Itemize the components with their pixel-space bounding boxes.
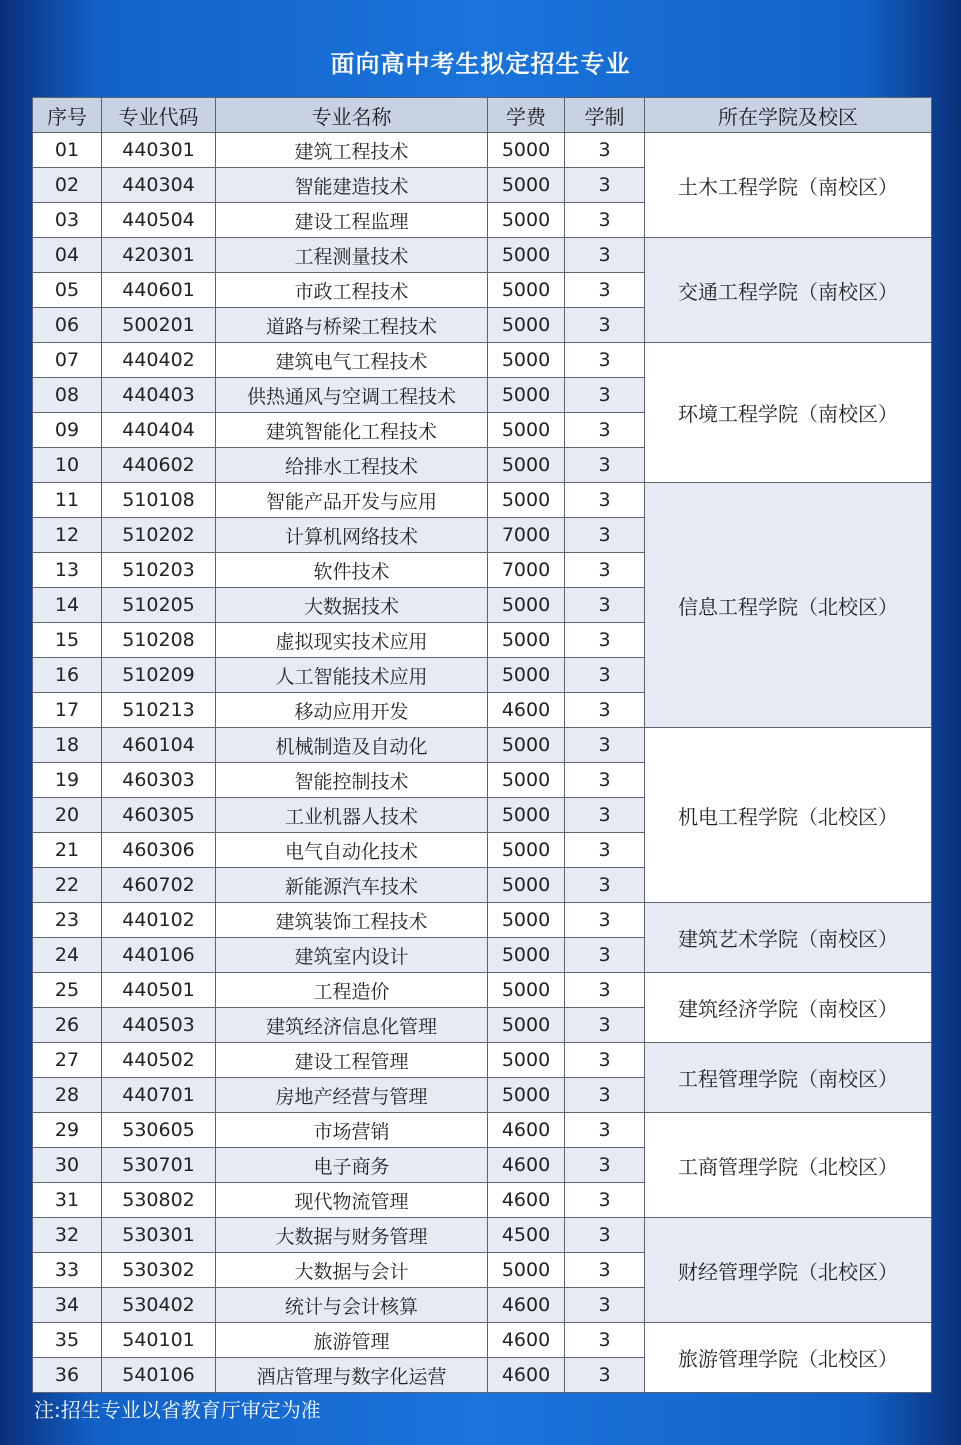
tuition-fee: 5000	[488, 203, 565, 238]
row-number: 22	[33, 868, 102, 903]
column-header-no: 序号	[33, 98, 102, 133]
study-years: 3	[565, 728, 645, 763]
row-number: 21	[33, 833, 102, 868]
major-code: 530302	[102, 1253, 216, 1288]
study-years: 3	[565, 133, 645, 168]
study-years: 3	[565, 868, 645, 903]
tuition-fee: 4500	[488, 1218, 565, 1253]
major-name: 统计与会计核算	[216, 1288, 488, 1323]
major-code: 440106	[102, 938, 216, 973]
study-years: 3	[565, 448, 645, 483]
college-campus-cell: 工商管理学院（北校区）	[645, 1113, 932, 1218]
major-code: 460702	[102, 868, 216, 903]
tuition-fee: 4600	[488, 693, 565, 728]
row-number: 25	[33, 973, 102, 1008]
tuition-fee: 5000	[488, 588, 565, 623]
row-number: 30	[33, 1148, 102, 1183]
major-name: 大数据与财务管理	[216, 1218, 488, 1253]
major-name: 建筑电气工程技术	[216, 343, 488, 378]
row-number: 31	[33, 1183, 102, 1218]
major-code: 530301	[102, 1218, 216, 1253]
study-years: 3	[565, 1043, 645, 1078]
study-years: 3	[565, 1288, 645, 1323]
major-name: 供热通风与空调工程技术	[216, 378, 488, 413]
study-years: 3	[565, 308, 645, 343]
major-code: 440503	[102, 1008, 216, 1043]
row-number: 03	[33, 203, 102, 238]
table-row	[33, 133, 932, 168]
row-number: 08	[33, 378, 102, 413]
study-years: 3	[565, 903, 645, 938]
major-name: 新能源汽车技术	[216, 868, 488, 903]
college-campus-cell: 土木工程学院（南校区）	[645, 133, 932, 238]
study-years: 3	[565, 413, 645, 448]
tuition-fee: 5000	[488, 133, 565, 168]
tuition-fee: 5000	[488, 833, 565, 868]
major-code: 540101	[102, 1323, 216, 1358]
page-title: 面向高中考生拟定招生专业	[330, 50, 631, 78]
table-row	[33, 483, 932, 518]
table-row	[33, 343, 932, 378]
tuition-fee: 5000	[488, 1253, 565, 1288]
column-header-name: 专业名称	[216, 98, 488, 133]
major-code: 440301	[102, 133, 216, 168]
study-years: 3	[565, 1323, 645, 1358]
major-name: 机械制造及自动化	[216, 728, 488, 763]
major-code: 500201	[102, 308, 216, 343]
college-campus-cell: 机电工程学院（北校区）	[645, 728, 932, 903]
major-name: 建设工程监理	[216, 203, 488, 238]
study-years: 3	[565, 1078, 645, 1113]
major-name: 软件技术	[216, 553, 488, 588]
study-years: 3	[565, 553, 645, 588]
row-number: 17	[33, 693, 102, 728]
study-years: 3	[565, 483, 645, 518]
tuition-fee: 5000	[488, 448, 565, 483]
major-code: 510208	[102, 623, 216, 658]
major-name: 建筑工程技术	[216, 133, 488, 168]
majors-table	[32, 97, 932, 1393]
major-code: 440403	[102, 378, 216, 413]
study-years: 3	[565, 798, 645, 833]
tuition-fee: 5000	[488, 973, 565, 1008]
study-years: 3	[565, 1218, 645, 1253]
major-code: 440404	[102, 413, 216, 448]
major-name: 现代物流管理	[216, 1183, 488, 1218]
major-code: 530701	[102, 1148, 216, 1183]
table-row	[33, 238, 932, 273]
college-campus-cell: 财经管理学院（北校区）	[645, 1218, 932, 1323]
tuition-fee: 5000	[488, 1043, 565, 1078]
row-number: 14	[33, 588, 102, 623]
row-number: 26	[33, 1008, 102, 1043]
study-years: 3	[565, 658, 645, 693]
tuition-fee: 7000	[488, 553, 565, 588]
college-campus-cell: 交通工程学院（南校区）	[645, 238, 932, 343]
major-name: 给排水工程技术	[216, 448, 488, 483]
tuition-fee: 5000	[488, 623, 565, 658]
tuition-fee: 5000	[488, 308, 565, 343]
major-code: 510202	[102, 518, 216, 553]
column-header-fee: 学费	[488, 98, 565, 133]
row-number: 24	[33, 938, 102, 973]
tuition-fee: 5000	[488, 938, 565, 973]
major-code: 460104	[102, 728, 216, 763]
table-header-row	[33, 98, 932, 133]
major-code: 460303	[102, 763, 216, 798]
study-years: 3	[565, 588, 645, 623]
row-number: 06	[33, 308, 102, 343]
major-name: 智能产品开发与应用	[216, 483, 488, 518]
study-years: 3	[565, 938, 645, 973]
row-number: 34	[33, 1288, 102, 1323]
major-code: 540106	[102, 1358, 216, 1393]
study-years: 3	[565, 1008, 645, 1043]
tuition-fee: 5000	[488, 798, 565, 833]
major-name: 人工智能技术应用	[216, 658, 488, 693]
major-code: 440501	[102, 973, 216, 1008]
row-number: 35	[33, 1323, 102, 1358]
major-code: 530402	[102, 1288, 216, 1323]
study-years: 3	[565, 273, 645, 308]
study-years: 3	[565, 623, 645, 658]
study-years: 3	[565, 763, 645, 798]
tuition-fee: 5000	[488, 273, 565, 308]
tuition-fee: 5000	[488, 413, 565, 448]
major-code: 440701	[102, 1078, 216, 1113]
college-campus-cell: 建筑艺术学院（南校区）	[645, 903, 932, 973]
major-code: 440304	[102, 168, 216, 203]
tuition-fee: 5000	[488, 658, 565, 693]
table-body	[33, 133, 932, 1393]
major-code: 440602	[102, 448, 216, 483]
tuition-fee: 4600	[488, 1288, 565, 1323]
major-code: 440601	[102, 273, 216, 308]
study-years: 3	[565, 1253, 645, 1288]
row-number: 13	[33, 553, 102, 588]
row-number: 02	[33, 168, 102, 203]
major-code: 510203	[102, 553, 216, 588]
row-number: 09	[33, 413, 102, 448]
tuition-fee: 4600	[488, 1113, 565, 1148]
tuition-fee: 7000	[488, 518, 565, 553]
footnote: 注:招生专业以省教育厅审定为准	[34, 1398, 321, 1422]
major-name: 电气自动化技术	[216, 833, 488, 868]
major-code: 510205	[102, 588, 216, 623]
tuition-fee: 5000	[488, 343, 565, 378]
major-name: 建筑智能化工程技术	[216, 413, 488, 448]
major-name: 市场营销	[216, 1113, 488, 1148]
major-code: 510209	[102, 658, 216, 693]
major-name: 电子商务	[216, 1148, 488, 1183]
study-years: 3	[565, 833, 645, 868]
row-number: 11	[33, 483, 102, 518]
college-campus-cell: 旅游管理学院（北校区）	[645, 1323, 932, 1393]
row-number: 12	[33, 518, 102, 553]
table-row	[33, 728, 932, 763]
college-campus-cell: 建筑经济学院（南校区）	[645, 973, 932, 1043]
row-number: 01	[33, 133, 102, 168]
study-years: 3	[565, 168, 645, 203]
study-years: 3	[565, 1183, 645, 1218]
row-number: 15	[33, 623, 102, 658]
tuition-fee: 5000	[488, 378, 565, 413]
major-name: 酒店管理与数字化运营	[216, 1358, 488, 1393]
major-name: 智能建造技术	[216, 168, 488, 203]
row-number: 16	[33, 658, 102, 693]
major-name: 市政工程技术	[216, 273, 488, 308]
tuition-fee: 5000	[488, 168, 565, 203]
major-name: 移动应用开发	[216, 693, 488, 728]
major-name: 大数据与会计	[216, 1253, 488, 1288]
tuition-fee: 4600	[488, 1183, 565, 1218]
major-code: 460306	[102, 833, 216, 868]
major-name: 虚拟现实技术应用	[216, 623, 488, 658]
major-code: 510108	[102, 483, 216, 518]
column-header-code: 专业代码	[102, 98, 216, 133]
major-name: 工程造价	[216, 973, 488, 1008]
tuition-fee: 4600	[488, 1148, 565, 1183]
row-number: 36	[33, 1358, 102, 1393]
table-row	[33, 1218, 932, 1253]
college-campus-cell: 环境工程学院（南校区）	[645, 343, 932, 483]
major-code: 460305	[102, 798, 216, 833]
study-years: 3	[565, 1148, 645, 1183]
study-years: 3	[565, 343, 645, 378]
major-name: 工程测量技术	[216, 238, 488, 273]
major-name: 大数据技术	[216, 588, 488, 623]
table-row	[33, 1113, 932, 1148]
major-code: 440102	[102, 903, 216, 938]
major-code: 440504	[102, 203, 216, 238]
tuition-fee: 4600	[488, 1323, 565, 1358]
major-code: 530605	[102, 1113, 216, 1148]
major-name: 建筑装饰工程技术	[216, 903, 488, 938]
tuition-fee: 5000	[488, 1078, 565, 1113]
study-years: 3	[565, 518, 645, 553]
college-campus-cell: 工程管理学院（南校区）	[645, 1043, 932, 1113]
tuition-fee: 5000	[488, 868, 565, 903]
major-code: 510213	[102, 693, 216, 728]
major-name: 工业机器人技术	[216, 798, 488, 833]
major-name: 房地产经营与管理	[216, 1078, 488, 1113]
major-name: 计算机网络技术	[216, 518, 488, 553]
major-code: 440502	[102, 1043, 216, 1078]
table-row	[33, 1043, 932, 1078]
study-years: 3	[565, 378, 645, 413]
table-row	[33, 903, 932, 938]
row-number: 27	[33, 1043, 102, 1078]
tuition-fee: 5000	[488, 763, 565, 798]
row-number: 32	[33, 1218, 102, 1253]
major-name: 道路与桥梁工程技术	[216, 308, 488, 343]
major-code: 530802	[102, 1183, 216, 1218]
table-row	[33, 1323, 932, 1358]
row-number: 07	[33, 343, 102, 378]
tuition-fee: 5000	[488, 903, 565, 938]
study-years: 3	[565, 203, 645, 238]
row-number: 28	[33, 1078, 102, 1113]
study-years: 3	[565, 1358, 645, 1393]
tuition-fee: 5000	[488, 1008, 565, 1043]
row-number: 20	[33, 798, 102, 833]
row-number: 18	[33, 728, 102, 763]
row-number: 23	[33, 903, 102, 938]
row-number: 33	[33, 1253, 102, 1288]
tuition-fee: 5000	[488, 483, 565, 518]
major-code: 440402	[102, 343, 216, 378]
column-header-years: 学制	[565, 98, 645, 133]
tuition-fee: 5000	[488, 728, 565, 763]
major-name: 建筑室内设计	[216, 938, 488, 973]
tuition-fee: 5000	[488, 238, 565, 273]
table-row	[33, 973, 932, 1008]
row-number: 29	[33, 1113, 102, 1148]
study-years: 3	[565, 238, 645, 273]
tuition-fee: 4600	[488, 1358, 565, 1393]
row-number: 04	[33, 238, 102, 273]
row-number: 10	[33, 448, 102, 483]
row-number: 05	[33, 273, 102, 308]
college-campus-cell: 信息工程学院（北校区）	[645, 483, 932, 728]
column-header-college: 所在学院及校区	[645, 98, 932, 133]
major-name: 智能控制技术	[216, 763, 488, 798]
row-number: 19	[33, 763, 102, 798]
major-code: 420301	[102, 238, 216, 273]
major-name: 旅游管理	[216, 1323, 488, 1358]
study-years: 3	[565, 1113, 645, 1148]
study-years: 3	[565, 693, 645, 728]
major-name: 建设工程管理	[216, 1043, 488, 1078]
major-name: 建筑经济信息化管理	[216, 1008, 488, 1043]
study-years: 3	[565, 973, 645, 1008]
